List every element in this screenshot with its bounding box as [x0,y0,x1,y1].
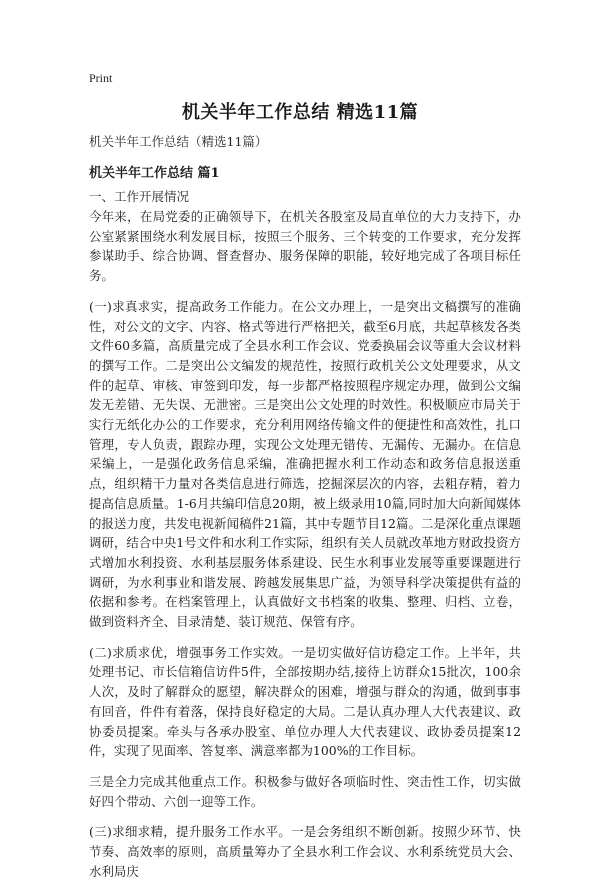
section-heading: 一、工作开展情况 [89,189,190,204]
paragraph: (一)求真求实，提高政务工作能力。在公文办理上，一是突出文稿撰写的准确性，对公文的文字、内容、格式等进行严格把关，截至6月底，共起草核发各类文件60多篇，高质量完成了全县水利工作会议、党委换届会议等重大会议材料的撰写工作。二是突出公文编发的规范性，按照行政机关公文处理要求，从文件的起草、审核、审签到印发，每一步都严格按照程序规定办理，做到公文编发无差错、无失误、无泄密。三是突出公文处理的时效性。积极顺应市局关于实行无纸化办公的工作要求，充分利用网络传输文件的便捷性和高效性，扎口管理，专人负责，跟踪办理，实现公文处理无错传、无漏传、无漏办。在信息采编上，一是强化政务信息采编，准确把握水利工作动态和政务信息报送重点，组织精干力量对各类信息进行筛选，挖掘深层次的内容，去粗存精，着力提高信息质量。1-6月共编印信息20期，被上级录用10篇,同时加大向新闻媒体的报送力度，共发电视新闻稿件21篇，其中专题节目12篇。二是深化重点课题调研，结合中央1号文件和水利工作实际，组织有关人员就改革地方财政投资方式增加水利投资、水利基层服务体系建设、民生水利事业发展等重要课题进行调研，为水利事业和谐发展、跨越发展集思广益，为领导科学决策提供有益的依据和参考。在档案管理上，认真做好文书档案的收集、整理、归档、立卷，做到资料齐全、目录清楚、装订规范、保管有序。 [89,298,521,630]
paragraph: (二)求质求优，增强事务工作实效。一是切实做好信访稳定工作。上半年，共处理书记、市长信箱信访件5件，全部按期办结,接待上访群众15批次，100余人次，及时了解群众的愿望，解决群众的困难，增强与群众的沟通，做到事事有回音，件件有着落，保持良好稳定的大局。二是认真办理人大代表建议、政协委员提案。牵头与各承办股室、单位办理人大代表建议、政协委员提案12件，实现了见面率、答复率、满意率都为100%的工作目标。 [89,644,521,759]
paragraph: (三)求细求精，提升服务工作水平。一是会务组织不断创新。按照少环节、快节奏、高效率的原则，高质量筹办了全县水利工作会议、水利系统党员大会、水利局庆 [89,824,521,879]
document-subtitle: 机关半年工作总结（精选11篇） [89,134,268,149]
paragraph: 三是全力完成其他重点工作。积极参与做好各项临时性、突击性工作，切实做好四个带动、六创一迎等工作。 [89,773,521,809]
paragraph: 今年来，在局党委的正确领导下，在机关各股室及局直单位的大力支持下，办公室紧紧围绕水利发展目标，按照三个服务、三个转变的工作要求，充分发挥参谋助手、综合协调、督查督办、服务保障的职能，较好地完成了各项目标任务。 [89,209,521,284]
document-body [89,207,521,893]
section-title: 机关半年工作总结 篇1 [89,166,220,181]
document-title: 机关半年工作总结 精选11篇 [181,102,419,123]
print-link[interactable]: Print [89,71,113,85]
